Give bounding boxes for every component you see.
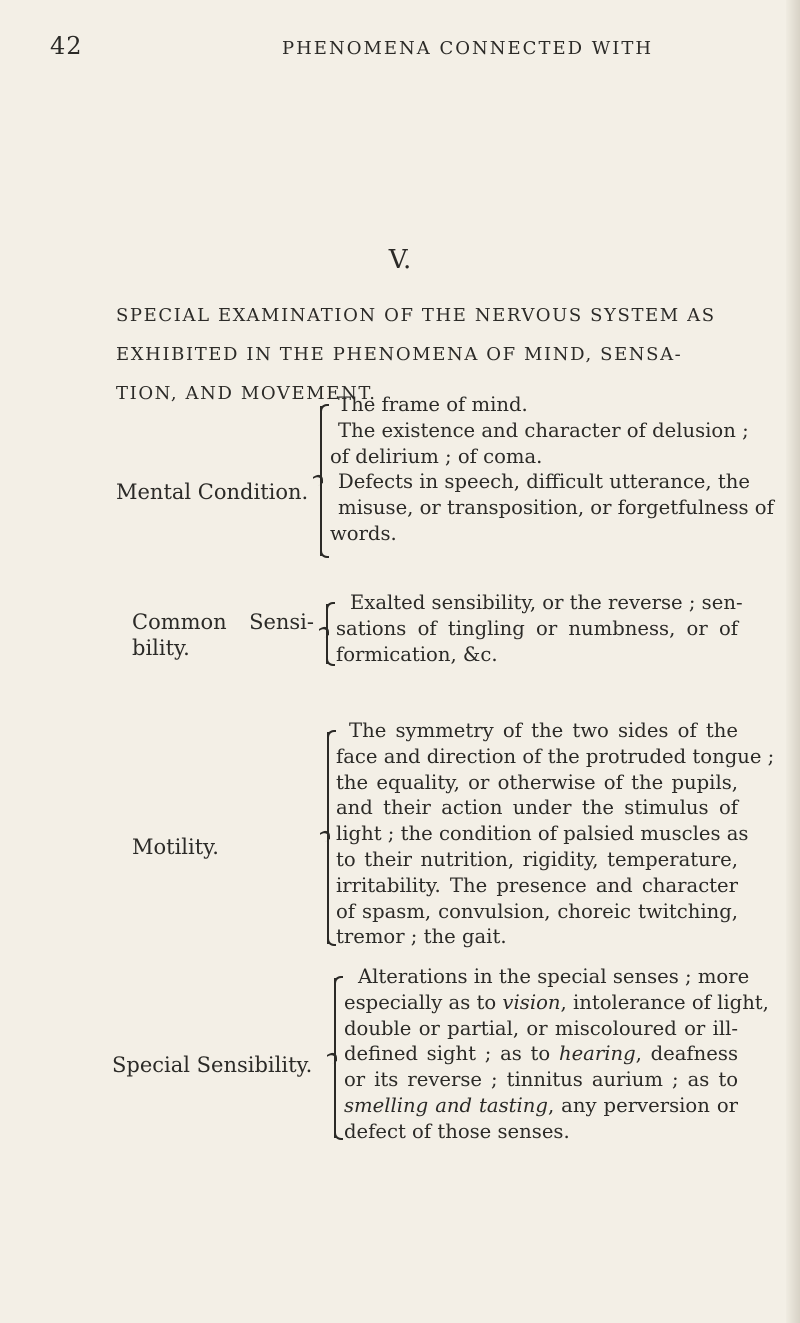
description-line: The frame of mind. [338, 393, 528, 416]
description-line: Defects in speech, difficult utterance, the [338, 470, 750, 494]
section-number: V. [388, 245, 412, 275]
section-heading-line: TION, AND MOVEMENT. [116, 383, 377, 404]
brace-mark [334, 978, 336, 1138]
description-line: The symmetry of the two sides of the [349, 719, 738, 742]
description-line: double or partial, or miscoloured or ill- [344, 1016, 738, 1040]
description-line: irritability. The presence and character [336, 873, 738, 897]
entry-description [336, 718, 775, 950]
entry-description [336, 590, 743, 667]
text-span: , deafness [635, 1042, 739, 1066]
description-line: to their nutrition, rigidity, temperature, [336, 847, 738, 871]
description-line [344, 1041, 738, 1067]
entry-description [344, 964, 769, 1145]
page-edge-shadow [786, 0, 800, 1323]
brace-mark [327, 732, 329, 944]
text-span: , any perversion or [547, 1093, 738, 1117]
description-line: or its reverse ; tinnitus aurium ; as to [344, 1068, 738, 1092]
text-span: especially as to [344, 990, 497, 1014]
description-line: light ; the condition of palsied muscles as [336, 822, 749, 846]
description-line: of delirium ; of coma. [330, 444, 543, 468]
page-number: 42 [50, 32, 83, 60]
section-heading-line: SPECIAL EXAMINATION OF THE NERVOUS SYSTEM AS [116, 305, 716, 326]
text-span: , intolerance of light, [560, 990, 769, 1014]
entry-term: bility. [132, 636, 190, 660]
description-line: sations of tingling or numbness, or of [336, 616, 738, 640]
running-title: PHENOMENA CONNECTED WITH [282, 38, 654, 59]
entry-description [330, 392, 774, 547]
description-line: words. [330, 521, 397, 545]
emphasis-text: smelling and tasting [344, 1093, 548, 1117]
section-heading-line: EXHIBITED IN THE PHENOMENA OF MIND, SENSA- [116, 344, 683, 365]
description-line: The existence and character of delusion ; [338, 418, 749, 442]
description-line: formication, &c. [336, 642, 498, 666]
description-line: defect of those senses. [344, 1119, 570, 1143]
description-line: Alterations in the special senses ; more [358, 965, 750, 988]
description-line: Exalted sensibility, or the reverse ; sen- [350, 591, 743, 614]
description-line [344, 990, 769, 1016]
description-line: of spasm, convulsion, choreic twitching, [336, 899, 738, 923]
entry-term: Mental Condition. [116, 480, 309, 504]
description-line: face and direction of the protruded tongue ; [336, 744, 775, 768]
description-line: tremor ; the gait. [336, 925, 507, 949]
entry-term: Special Sensibility. [112, 1053, 313, 1077]
brace-mark [320, 406, 322, 556]
description-line [344, 1093, 738, 1119]
running-head [0, 32, 800, 72]
emphasis-text: vision [502, 990, 561, 1014]
description-line: the equality, or otherwise of the pupils, [336, 770, 738, 794]
description-line: misuse, or transposition, or forgetfulness of [338, 496, 774, 520]
description-line: and their action under the stimulus of [336, 796, 738, 820]
entry-term: Common Sensi- [132, 610, 314, 634]
brace-mark [326, 604, 328, 664]
text-span: defined sight ; as to [344, 1042, 551, 1066]
entry-term: Motility. [132, 835, 219, 859]
emphasis-text: hearing [558, 1042, 636, 1066]
